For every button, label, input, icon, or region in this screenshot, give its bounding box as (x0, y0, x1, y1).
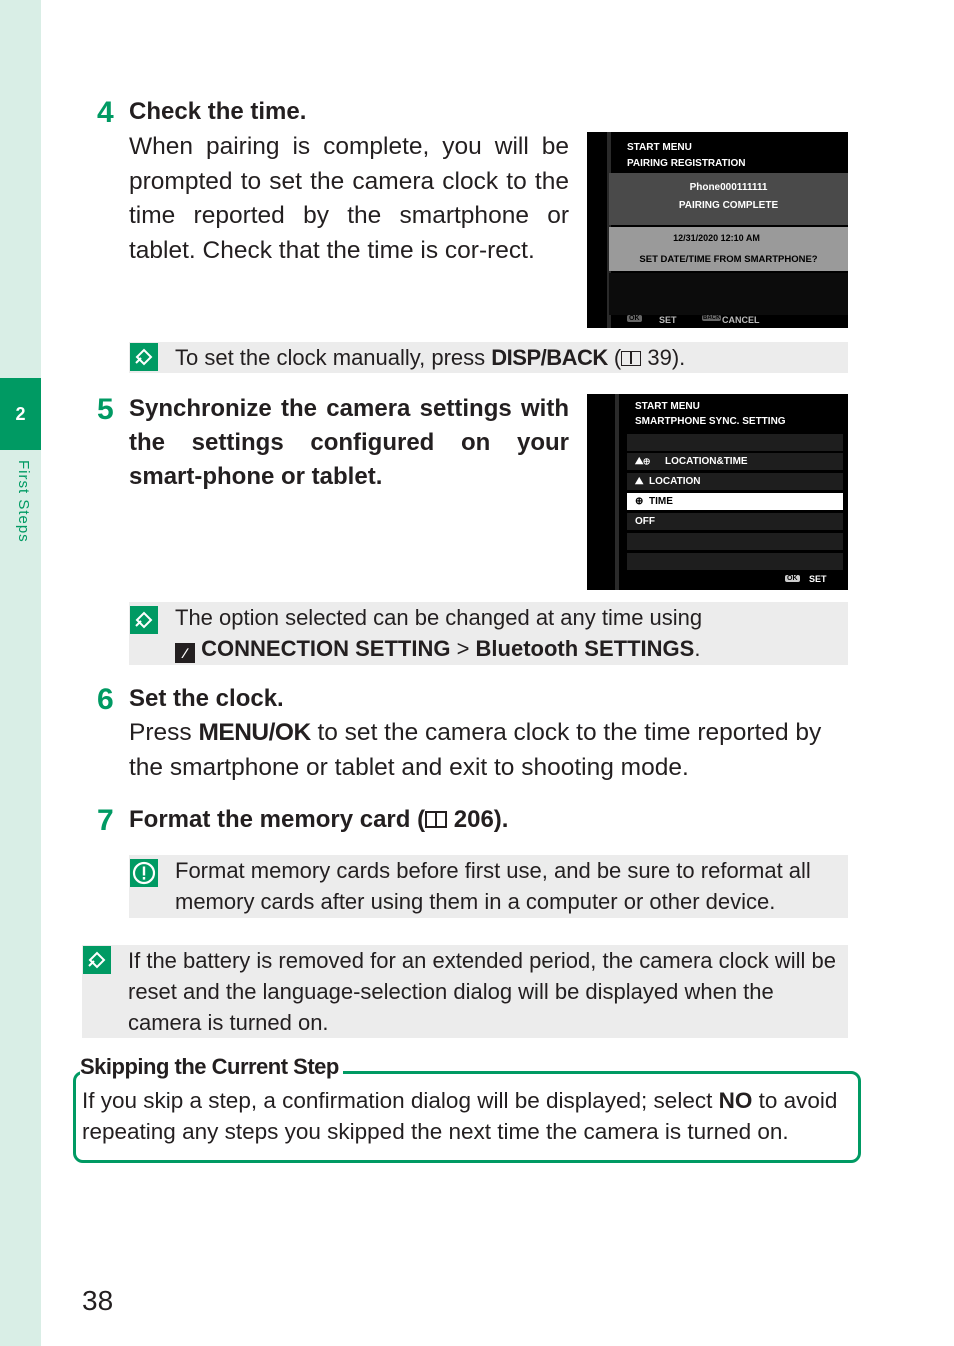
sync-option-label: LOCATION (649, 476, 701, 487)
caution-box (129, 855, 848, 918)
ok-key-icon: OK (787, 575, 798, 582)
skip-box-text (82, 1085, 852, 1147)
caution-icon (129, 858, 159, 888)
menu-name: CONNECTION SETTING (201, 636, 451, 661)
sync-option-row[interactable] (627, 513, 843, 530)
datetime-readout: 12/31/2020 12:10 AM (673, 233, 760, 243)
ok-key-icon: OK (629, 315, 640, 322)
book-icon (425, 811, 447, 828)
set-label: SET (809, 574, 827, 584)
sync-option-label: TIME (649, 496, 673, 507)
sync-option-label: OFF (635, 516, 655, 527)
note-text: The option selected can be changed at any time using (175, 605, 703, 630)
sync-option-icon: ⊕ (635, 496, 644, 507)
connection-menu-icon: ∕ (175, 643, 195, 663)
step-body-text: Press (129, 719, 199, 746)
step-number: 5 (97, 393, 114, 426)
note-icon (129, 605, 159, 635)
note-end: . (694, 636, 701, 661)
menu-separator: > (450, 636, 476, 661)
caution-text: Format memory cards before first use, and be sure to reformat all memory cards after using them in a computer or other device. (175, 858, 811, 914)
note-text: ( (607, 345, 622, 370)
chapter-number: 2 (15, 403, 26, 424)
screen-subtitle: SMARTPHONE SYNC. SETTING (635, 416, 786, 427)
skip-text: If you skip a step, a confirmation dialog will be displayed; select (82, 1088, 719, 1113)
step-heading: Check the time. (129, 98, 307, 125)
sidebar (0, 0, 41, 1346)
sync-option-label: LOCATION&TIME (665, 456, 748, 467)
page-ref: 206). (447, 806, 509, 833)
set-datetime-question: SET DATE/TIME FROM SMARTPHONE? (639, 254, 818, 265)
note-icon (82, 945, 112, 975)
menu-ok-key: MENU/OK (198, 719, 311, 746)
page-ref: 39). (641, 345, 686, 370)
sync-option-icon: ⛰⊕ (635, 456, 650, 467)
paired-device-name: Phone000111111 (689, 182, 768, 193)
skip-text: to avoid repeating any steps you skipped the next time the camera is turned on. (82, 1088, 838, 1144)
step-body-text: to set the camera clock to the time reported by the smartphone or tablet and exit to shooting mode. (129, 719, 822, 781)
back-key-icon: BACK (703, 315, 721, 321)
step-number: 4 (97, 96, 114, 129)
sync-option-icon: ⛰ (635, 476, 644, 487)
skip-box-title: Skipping the Current Step (80, 1054, 343, 1080)
step-number: 6 (97, 683, 114, 716)
chapter-title: First Steps (15, 460, 32, 543)
set-label: SET (659, 315, 677, 325)
sync-option-row[interactable] (627, 493, 843, 510)
step-body: When pairing is complete, you will be prompted to set the camera clock to the time reported by the smartphone or tablet. Check that the time is cor-rect. (129, 133, 569, 264)
screen-title: START MENU (635, 401, 700, 412)
note-box (129, 342, 848, 373)
step-body (129, 716, 854, 785)
note-text: If the battery is removed for an extended period, the camera clock will be reset and the language-selection dialog will be displayed when the camera is turned on. (128, 948, 837, 1035)
step-heading: Synchronize the camera settings with the settings configured on your smart-phone or tablet. (129, 395, 569, 490)
book-icon (621, 351, 641, 366)
note-icon (129, 342, 159, 372)
step-heading-text: Format the memory card ( (129, 806, 426, 833)
screen-subtitle: PAIRING REGISTRATION (627, 158, 746, 169)
sync-option-row[interactable] (627, 473, 843, 490)
menu-item: Bluetooth SETTINGS (475, 636, 695, 661)
screen-title: START MENU (627, 142, 692, 153)
camera-screen-pairing (587, 132, 848, 328)
chapter-tab (0, 378, 41, 450)
cancel-label: CANCEL (722, 315, 760, 325)
note-box (82, 945, 848, 1038)
page-number: 38 (82, 1285, 114, 1316)
note-text: To set the clock manually, press (175, 345, 492, 370)
camera-screen-sync (587, 394, 848, 590)
no-option: NO (718, 1088, 753, 1113)
note-box (129, 602, 848, 665)
sync-option-row[interactable] (627, 453, 843, 470)
step-heading (129, 803, 508, 837)
step-number: 7 (97, 804, 114, 837)
disp-back-key: DISP/BACK (491, 345, 608, 370)
pairing-status: PAIRING COMPLETE (678, 200, 779, 211)
step-heading: Set the clock. (129, 685, 284, 712)
